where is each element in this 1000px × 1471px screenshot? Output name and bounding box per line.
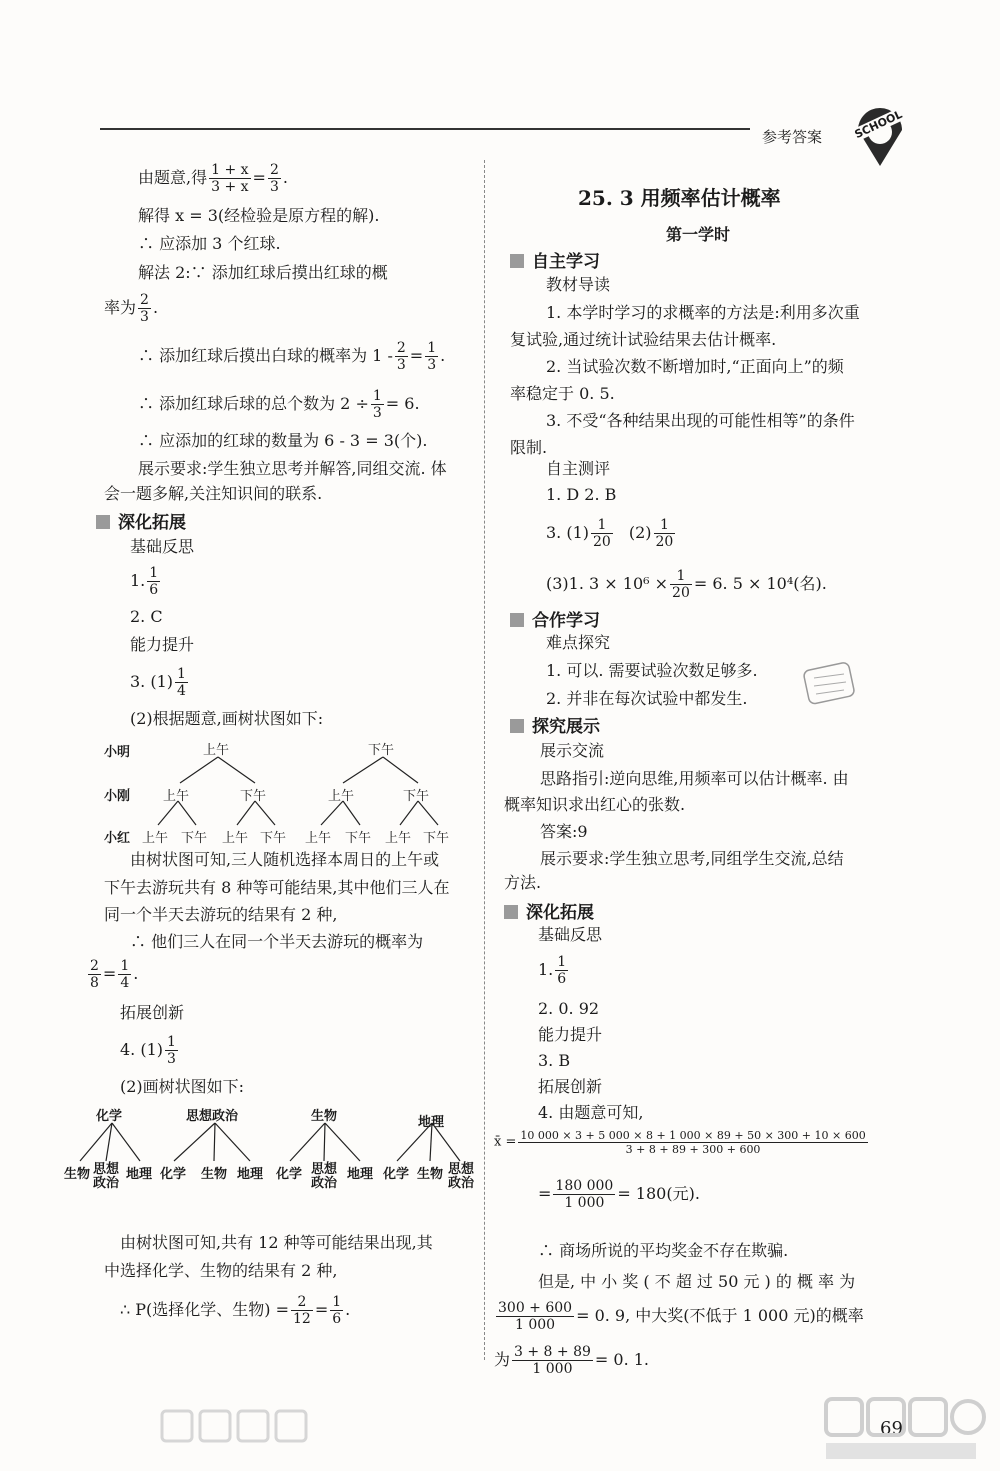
subheading: 教材导读 (546, 275, 611, 294)
fraction: $\frac{300 + 600}{1 000}$ (498, 1300, 573, 1333)
right-line: 1. $\frac{1}{6}$ (538, 954, 567, 987)
tree-root: 思想政治 (186, 1109, 239, 1124)
page-title: 25. 3 用频率估计概率 (578, 186, 781, 210)
tree-node: 下午 (240, 789, 267, 804)
left-line-6: ∴ 添加红球后摸出白球的概率为 1 - $\frac{2}{3}$ = $\frac{1}{3}$ . (138, 340, 446, 373)
left-line-4: 解法 2:∵ 添加红球后摸出红球的概 (138, 263, 388, 282)
right-line: 1. 可以. 需要试验次数足够多. (546, 661, 758, 680)
right-line: 为 $\frac{3 + 8 + 89}{1 000}$ = 0. 1. (494, 1344, 650, 1377)
right-line: 3. B (538, 1051, 571, 1070)
page-subtitle: 第一学时 (666, 225, 731, 244)
section-heading: 深化拓展 (504, 898, 594, 923)
fraction: $\frac{1}{20}$ (655, 517, 674, 550)
right-line: 复试验,通过统计试验结果去估计概率. (510, 330, 777, 349)
tree-diagram-1 (100, 735, 470, 845)
subheading: 自主测评 (546, 459, 611, 478)
left-line-10: 会一题多解,关注知识间的联系. (104, 484, 323, 503)
school-badge (850, 100, 910, 170)
left-para-4: ∴ 他们三人在同一个半天去游玩的概率为 (130, 932, 424, 951)
tree-leaf: 化学 (276, 1167, 303, 1182)
tree-node: 上午 (328, 789, 355, 804)
right-line: 方法. (504, 873, 542, 892)
tree-leaf: 化学 (160, 1167, 187, 1182)
fraction: $\frac{1}{6}$ (149, 565, 159, 598)
fraction: $\frac{1}{20}$ (672, 568, 690, 601)
fraction: $\frac{2}{3}$ (140, 292, 149, 325)
stamp-image (800, 660, 860, 706)
tree-node: 上午 (163, 789, 190, 804)
fraction: $\frac{1}{3}$ (372, 388, 382, 421)
section-marker-icon (510, 254, 524, 268)
right-line: 4. 由题意可知, (538, 1103, 644, 1122)
fraction: $\frac{2}{3}$ (396, 340, 406, 373)
tree-root: 生物 (311, 1109, 338, 1124)
right-line: 概率知识求出红心的张数. (504, 795, 686, 814)
fraction: $\frac{1}{3}$ (167, 1034, 176, 1067)
right-line: 但是, 中 小 奖 ( 不 超 过 50 元 ) 的 概 率 为 (538, 1272, 856, 1291)
left-line-7: ∴ 添加红球后球的总个数为 2 ÷ $\frac{1}{3}$ = 6. (138, 388, 420, 421)
tree-leaf: 上午 (305, 831, 332, 846)
tree-diagram-2 (62, 1103, 482, 1195)
section-heading: 深化拓展 (96, 508, 186, 533)
section-marker-icon (504, 905, 518, 919)
right-line: (3)1. 3 × 10⁶ × $\frac{1}{20}$ = 6. 5 × 10⁴(名). (546, 568, 827, 601)
tree-leaf: 生物 (201, 1167, 228, 1182)
right-line: 3. (1) $\frac{1}{20}$ (2) $\frac{1}{20}$ (546, 517, 674, 550)
left-para-6: 由树状图可知,共有 12 种等可能结果出现,其 (120, 1233, 433, 1252)
right-line: 答案:9 (540, 822, 588, 841)
header-rule (100, 128, 750, 130)
subheading: 拓展创新 (538, 1077, 603, 1096)
left-line-1: 由题意,得 $\frac{1 + x}{3 + x}$ = $\frac{2}{3}$ . (138, 162, 288, 195)
right-line: 展示要求:学生独立思考,同组学生交流,总结 (540, 849, 844, 868)
tree-leaf: 下午 (345, 831, 372, 846)
fraction: $\frac{1}{20}$ (593, 517, 611, 550)
mean-formula: x̄ = $\frac{10 000 \times 3 + 5 000 \times 8 + 1 000 \times 89 + 50 \times 300 + 10 \times 600}{3 + 8 + 89 + 300 + 600}$ (494, 1129, 866, 1156)
tree-leaf: 生物 (417, 1167, 444, 1182)
tree-row-label: 小刚 (104, 789, 131, 804)
watermark-icon (160, 1405, 310, 1449)
left-line-5: 率为 $\frac{2}{3}$ . (104, 292, 159, 325)
subheading: 展示交流 (540, 741, 605, 760)
header-label: 参考答案 (762, 128, 823, 146)
subheading: 基础反思 (130, 537, 195, 556)
right-line: 率稳定于 0. 5. (510, 384, 615, 403)
left-para-3: 同一个半天去游玩的结果有 2 种, (104, 905, 338, 924)
subheading: 能力提升 (130, 635, 195, 654)
right-line: 2. 当试验次数不断增加时,“正面向上”的频 (546, 357, 844, 376)
left-line-3: ∴ 应添加 3 个红球. (138, 234, 281, 253)
tree-leaf: 思想 政治 (93, 1162, 120, 1191)
fraction: $\frac{1}{6}$ (332, 1294, 342, 1327)
site-watermark (820, 1395, 990, 1469)
left-para-5: $\frac{2}{8}$ = $\frac{1}{4}$ . (90, 958, 139, 991)
tree-root: 化学 (96, 1109, 123, 1124)
left-line-2: 解得 x = 3(经检验是原方程的解). (138, 206, 380, 225)
answer-3-part2: (2)根据题意,画树状图如下: (130, 709, 324, 728)
subheading: 基础反思 (538, 925, 603, 944)
right-line: 限制. (510, 438, 548, 457)
left-para-8: ∴ P(选择化学、生物) = $\frac{2}{12}$ = $\frac{1}{6}$ . (120, 1294, 351, 1327)
tree-leaf: 思想 政治 (448, 1162, 475, 1191)
watermark-image (160, 1405, 310, 1458)
tree-leaf: 地理 (126, 1167, 153, 1182)
answer-2: 2. C (130, 607, 163, 626)
tree-node: 上午 (203, 743, 230, 758)
tree-row-label: 小明 (104, 745, 131, 760)
fraction: $\frac{2}{12}$ (293, 1294, 311, 1327)
answer-4-part2: (2)画树状图如下: (120, 1077, 245, 1096)
section-marker-icon (510, 719, 524, 733)
tree-leaf: 上午 (222, 831, 249, 846)
column-divider (484, 160, 486, 1360)
right-line: = $\frac{180 000}{1 000}$ = 180(元). (538, 1178, 700, 1211)
subheading: 能力提升 (538, 1025, 603, 1044)
answer-3: 3. (1) $\frac{1}{4}$ (130, 666, 186, 699)
tree-leaf: 地理 (237, 1167, 264, 1182)
fraction: $\frac{2}{8}$ (90, 958, 99, 991)
tree-row-label: 小红 (104, 831, 131, 846)
right-line: 3. 不受“各种结果出现的可能性相等”的条件 (546, 411, 855, 430)
right-line: 2. 0. 92 (538, 999, 600, 1018)
fraction: $\frac{1 + x}{3 + x}$ (211, 162, 249, 195)
fraction: $\frac{1}{4}$ (120, 958, 130, 991)
left-line-8: ∴ 应添加的红球的数量为 6 - 3 = 3(个). (138, 431, 428, 450)
left-para-2: 下午去游玩共有 8 种等可能结果,其中他们三人在 (104, 878, 450, 897)
fraction: $\frac{1}{6}$ (557, 954, 567, 987)
fraction: $\frac{1}{4}$ (177, 666, 186, 699)
tree-leaf: 下午 (260, 831, 287, 846)
section-marker-icon (510, 613, 524, 627)
tree-node: 下午 (368, 743, 395, 758)
right-line: 思路指引:逆向思维,用频率可以估计概率. 由 (540, 769, 849, 788)
fraction: $\frac{2}{3}$ (269, 162, 279, 195)
tree-leaf: 化学 (383, 1167, 410, 1182)
subheading: 拓展创新 (120, 1003, 185, 1022)
tree-leaf: 地理 (347, 1167, 374, 1182)
right-line: 1. D 2. B (546, 485, 617, 504)
answer-4: 4. (1) $\frac{1}{3}$ (120, 1034, 176, 1067)
section-heading: 探究展示 (510, 712, 600, 737)
fraction: $\frac{180 000}{1 000}$ (555, 1178, 614, 1211)
tree-leaf: 上午 (385, 831, 412, 846)
right-line: $\frac{300 + 600}{1 000}$ = 0. 9, 中大奖(不低于 1 000 元)的概率 (498, 1300, 864, 1333)
right-line: 1. 本学时学习的求概率的方法是:利用多次重 (546, 303, 860, 322)
left-para-7: 中选择化学、生物的结果有 2 种, (104, 1261, 338, 1280)
tree-leaf: 思想 政治 (311, 1162, 338, 1191)
tree-leaf: 生物 (64, 1167, 91, 1182)
tree-leaf: 下午 (181, 831, 208, 846)
watermark-logo-icon (820, 1395, 990, 1465)
section-marker-icon (96, 515, 110, 529)
answer-1: 1. $\frac{1}{6}$ (130, 565, 159, 598)
left-para-1: 由树状图可知,三人随机选择本周日的上午或 (130, 850, 440, 869)
right-line: 2. 并非在每次试验中都发生. (546, 689, 748, 708)
section-heading: 合作学习 (510, 606, 600, 631)
subheading: 难点探究 (546, 633, 611, 652)
section-heading: 自主学习 (510, 247, 600, 272)
school-badge-text: SCHOOL (852, 107, 905, 142)
fraction: $\frac{3 + 8 + 89}{1 000}$ (514, 1344, 591, 1377)
left-line-9: 展示要求:学生独立思考并解答,同组交流. 体 (138, 459, 447, 478)
fraction: $\frac{10 000 \times 3 + 5 000 \times 8 + 1 000 \times 89 + 50 \times 300 + 10 \times 600}{3 + 8 + 89 + 300 + 600}$ (520, 1129, 866, 1156)
tree-leaf: 上午 (142, 831, 169, 846)
tree-node: 下午 (403, 789, 430, 804)
stamp-icon (800, 660, 860, 706)
tree-leaf: 下午 (423, 831, 450, 846)
fraction: $\frac{1}{3}$ (427, 340, 437, 373)
tree-root: 地理 (418, 1115, 445, 1130)
page-number: 69 (880, 1418, 903, 1439)
right-line: ∴ 商场所说的平均奖金不存在欺骗. (538, 1241, 789, 1260)
